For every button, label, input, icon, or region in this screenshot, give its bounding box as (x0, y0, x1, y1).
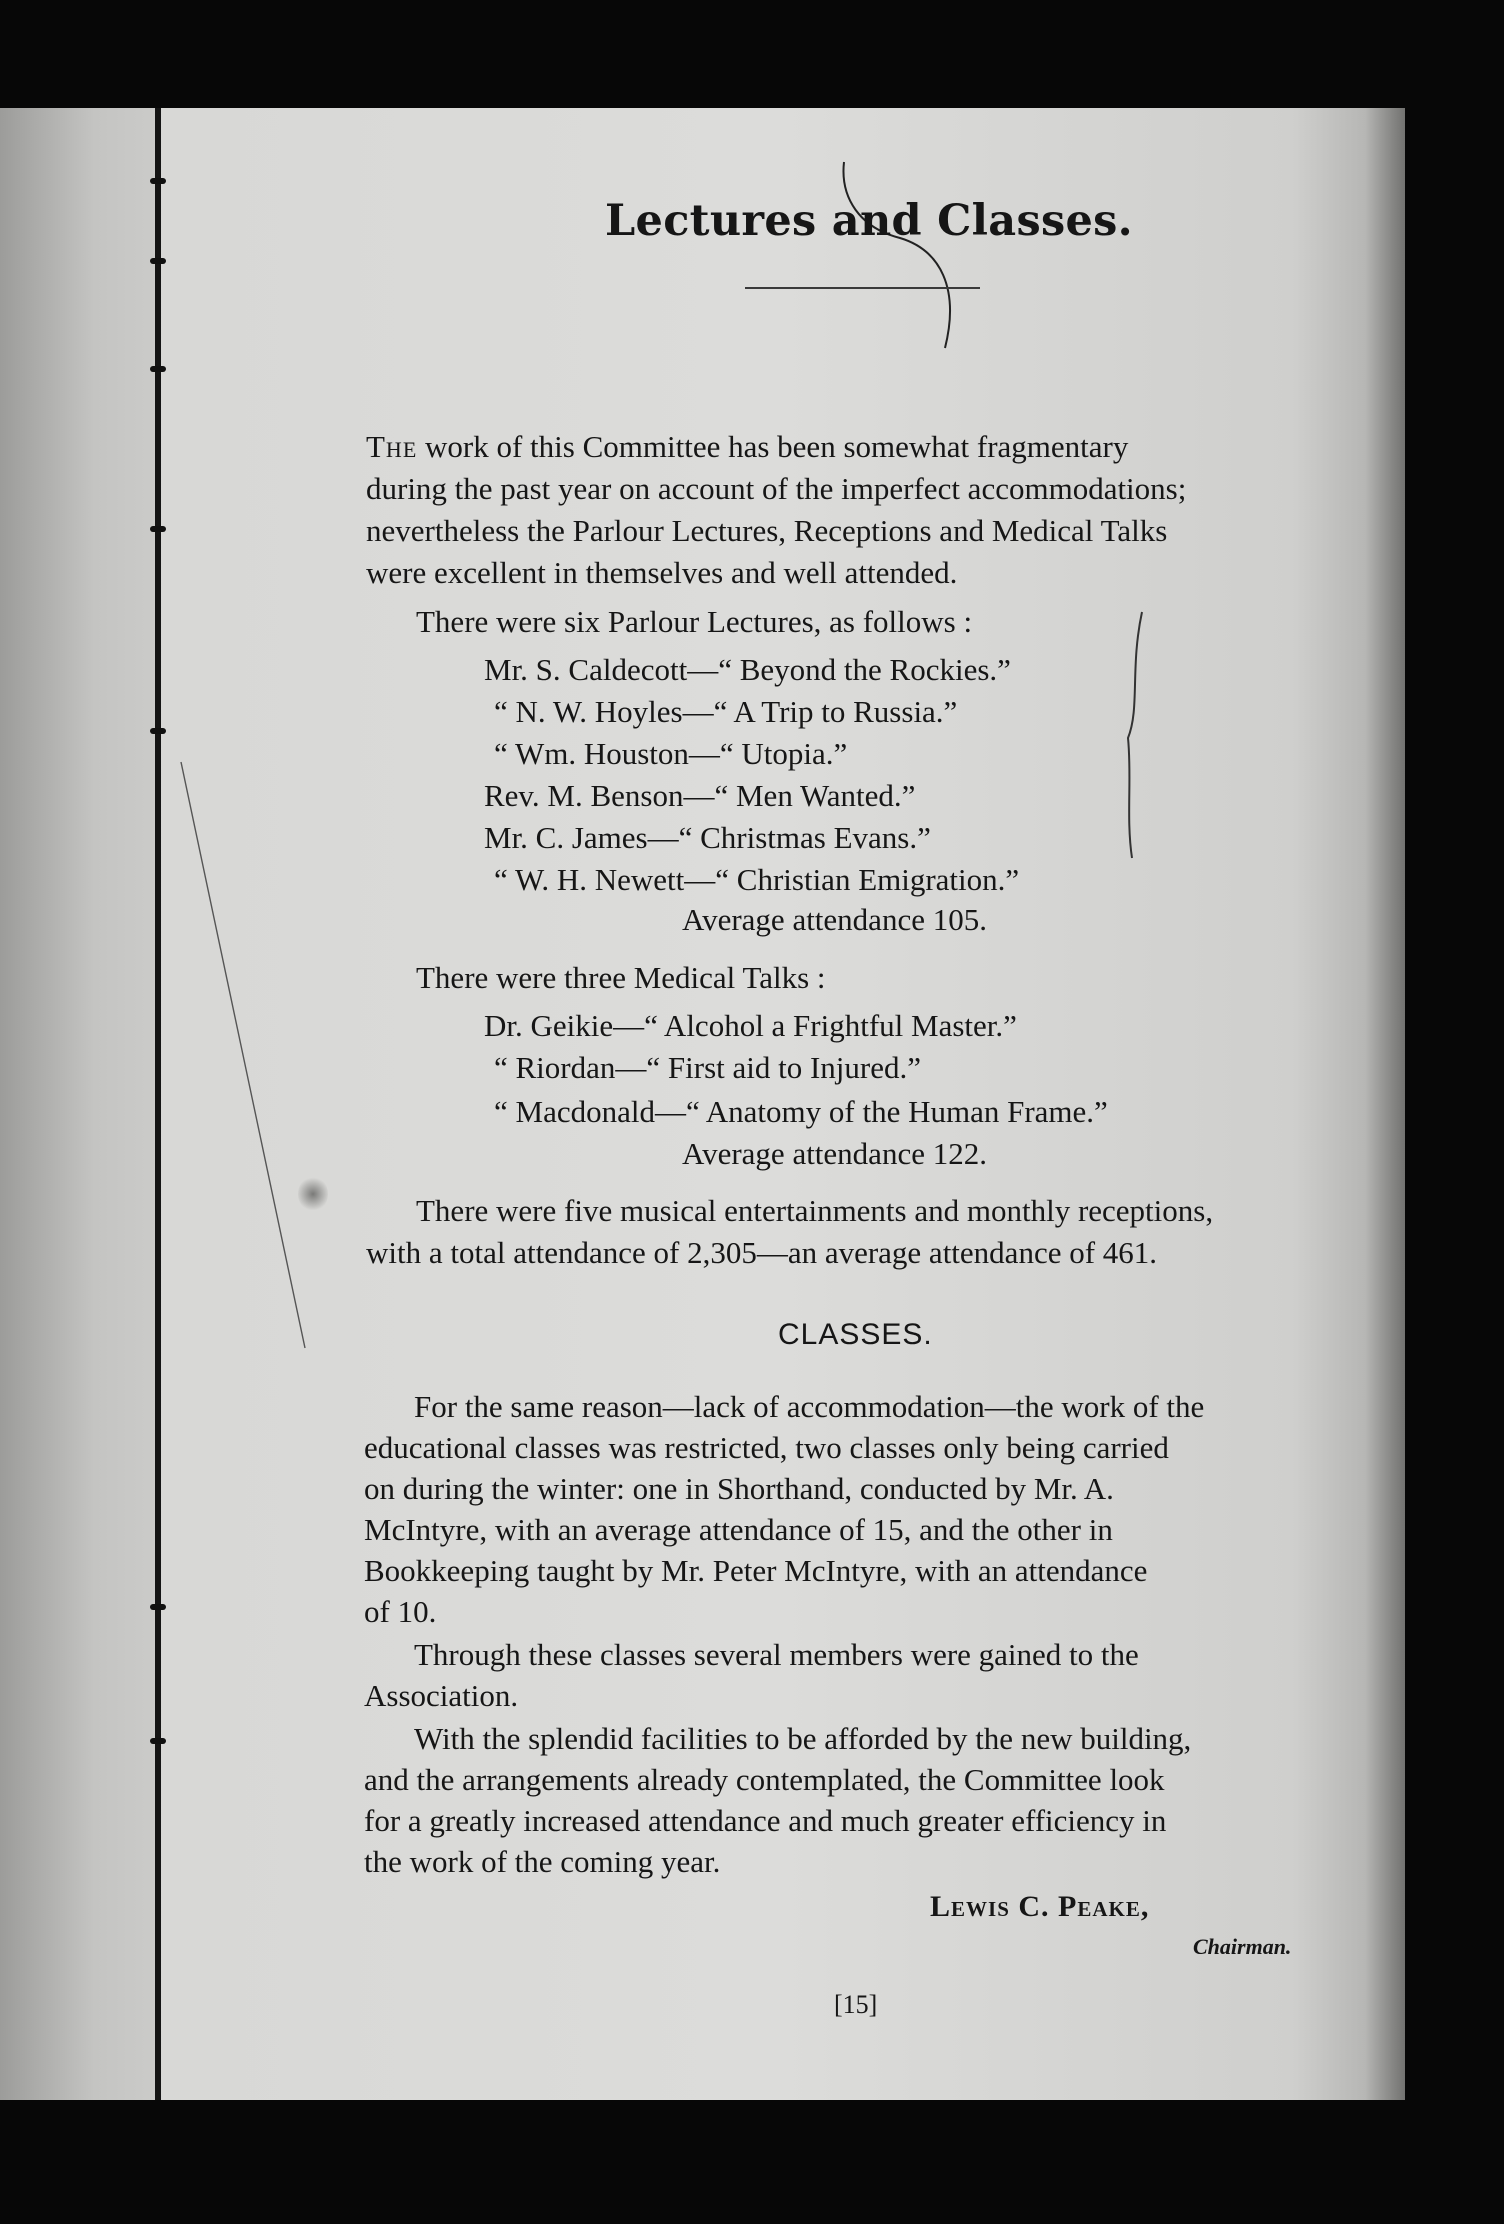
title-rule (745, 287, 980, 289)
parlour-lecture-item: “ N. W. Hoyles—“ A Trip to Russia.” (494, 694, 958, 729)
classes-line: and the arrangements already contemplated, the Committee look (364, 1762, 1165, 1797)
medical-talk-item: Dr. Geikie—“ Alcohol a Frightful Master.” (484, 1008, 1017, 1043)
musical-line: There were five musical entertainments and monthly receptions, (416, 1193, 1214, 1228)
classes-line: on during the winter: one in Shorthand, conducted by Mr. A. (364, 1471, 1114, 1506)
intro-first-word: The (366, 429, 418, 464)
parlour-intro: There were six Parlour Lectures, as follows : (416, 604, 973, 639)
binding-stitch (150, 1604, 166, 1610)
page-title: Lectures and Classes. (605, 196, 1133, 246)
margin-bracket-mark (1120, 608, 1150, 868)
smudge (298, 1176, 328, 1212)
classes-heading: CLASSES. (778, 1318, 933, 1351)
musical-paragraph (366, 1190, 1213, 1274)
medical-talk-item: “ Riordan—“ First aid to Injured.” (494, 1050, 922, 1085)
binding-stitch (150, 526, 166, 532)
classes-line: With the splendid facilities to be afforded by the new building, (414, 1721, 1192, 1756)
classes-line: the work of the coming year. (364, 1844, 721, 1879)
medical-intro: There were three Medical Talks : (416, 960, 826, 995)
musical-line: with a total attendance of 2,305—an average attendance of 461. (366, 1235, 1158, 1270)
intro-line: were excellent in themselves and well attended. (366, 555, 958, 590)
parlour-lecture-item: “ Wm. Houston—“ Utopia.” (494, 736, 848, 771)
classes-line: of 10. (364, 1594, 437, 1629)
parlour-lecture-item: “ W. H. Newett—“ Christian Emigration.” (494, 862, 1020, 897)
binding-stitch (150, 258, 166, 264)
classes-line: for a greatly increased attendance and much greater efficiency in (364, 1803, 1167, 1838)
pencil-stroke (175, 758, 315, 1358)
classes-line: McIntyre, with an average attendance of 15, and the other in (364, 1512, 1113, 1547)
pencil-mark (830, 158, 970, 368)
classes-paragraph-1 (364, 1386, 1204, 1632)
classes-paragraph-3 (364, 1718, 1191, 1882)
classes-line: For the same reason—lack of accommodation—the work of the (414, 1389, 1205, 1424)
classes-paragraph-2 (364, 1634, 1139, 1716)
binding-stitch (150, 1738, 166, 1744)
intro-line: nevertheless the Parlour Lectures, Receptions and Medical Talks (366, 513, 1168, 548)
binding-stitch (150, 728, 166, 734)
classes-line: Through these classes several members were gained to the (414, 1637, 1139, 1672)
binding-spine (155, 108, 161, 2100)
intro-line: during the past year on account of the imperfect accommodations; (366, 471, 1187, 506)
binding-stitch (150, 178, 166, 184)
classes-line: Association. (364, 1678, 519, 1713)
intro-paragraph (366, 426, 1186, 594)
parlour-lecture-item: Mr. C. James—“ Christmas Evans.” (484, 820, 931, 855)
signature-role: Chairman. (1193, 1934, 1292, 1959)
classes-line: educational classes was restricted, two classes only being carried (364, 1430, 1169, 1465)
parlour-average: Average attendance 105. (682, 902, 987, 937)
facing-page-edge (0, 108, 157, 2100)
medical-talk-item: “ Macdonald—“ Anatomy of the Human Frame.” (494, 1094, 1108, 1129)
parlour-lecture-item: Rev. M. Benson—“ Men Wanted.” (484, 778, 916, 813)
parlour-lecture-item: Mr. S. Caldecott—“ Beyond the Rockies.” (484, 652, 1011, 687)
binding-stitch (150, 366, 166, 372)
scan-shadow (1365, 108, 1405, 2100)
intro-line: work of this Committee has been somewhat fragmentary (417, 429, 1129, 464)
classes-line: Bookkeeping taught by Mr. Peter McIntyre, with an attendance (364, 1553, 1148, 1588)
page-number: [15] (834, 1990, 878, 2019)
medical-average: Average attendance 122. (682, 1136, 987, 1171)
signature-name: Lewis C. Peake, (930, 1890, 1150, 1923)
